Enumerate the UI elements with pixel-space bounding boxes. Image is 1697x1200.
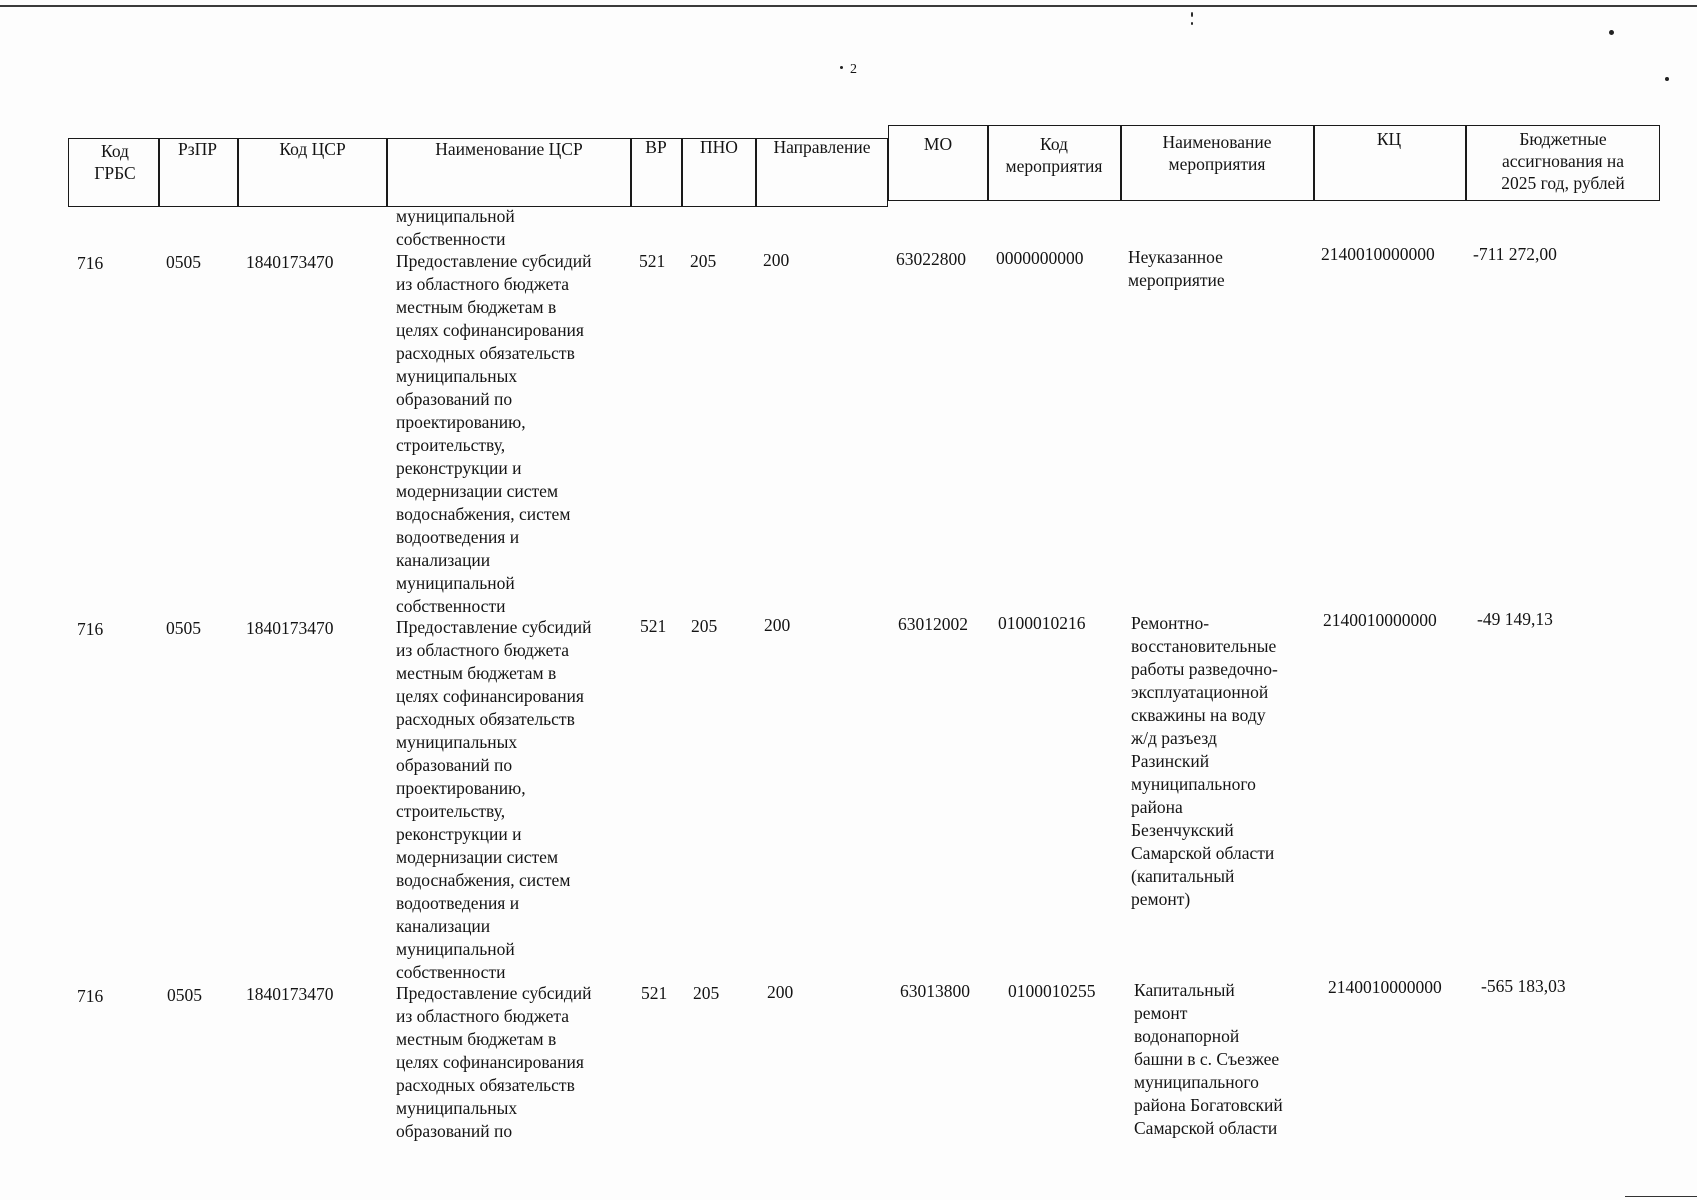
header-naimenovanie-csr: Наименование ЦСР: [435, 139, 583, 159]
cell-event-code: 0100010255: [1008, 981, 1096, 1001]
cell-amount: -711 272,00: [1473, 244, 1557, 264]
scan-speck: [1665, 77, 1669, 81]
cell-grbs: 716: [77, 619, 104, 639]
cell-csr-name: Предоставление субсидий из областного бюджета местным бюджетам в целях софинансирования расходных обязательств муниципальных образований по проектированию, строительству, реконструкции и модернизации систем водоснабжения, систем водоотведения и канализации муниципальной собственности: [396, 251, 592, 616]
cell-mo: 63022800: [896, 249, 966, 269]
cell-vr: 521: [641, 983, 668, 1003]
top-border-line: [0, 5, 1697, 7]
cell-mo: 63012002: [898, 614, 968, 634]
scan-speck: [1609, 30, 1614, 35]
cell-event-name: Неуказанное мероприятие: [1128, 247, 1225, 290]
cell-event-name: Ремонтно- восстановительные работы разведочно- эксплуатационной скважины на воду ж/д разъезд Разинский муниципального района Безенчукский Самарской области (капитальный ремонт): [1131, 613, 1278, 909]
header-divider: [386, 138, 388, 207]
scan-speck: [1191, 22, 1193, 25]
cell-rzpr: 0505: [166, 252, 201, 272]
cell-csr-name: Предоставление субсидий из областного бюджета местным бюджетам в целях софинансирования расходных обязательств муниципальных образований по проектированию, строительству, реконструкции и модернизации систем водоснабжения, систем водоотведения и канализации муниципальной собственности: [396, 617, 592, 982]
header-rzpr: РзПР: [177, 139, 218, 159]
cell-kc: 2140010000000: [1321, 244, 1435, 264]
cell-kc: 2140010000000: [1328, 977, 1442, 997]
cell-event-name: Капитальный ремонт водонапорной башни в с. Съезжее муниципального района Богатовский Самарской области: [1134, 980, 1283, 1138]
scan-speck: [1191, 12, 1193, 17]
cell-amount: -49 149,13: [1477, 609, 1553, 629]
cell-event-code: 0100010216: [998, 613, 1086, 633]
cell-pno: 205: [690, 251, 717, 271]
cell-direction: 200: [767, 982, 794, 1002]
cell-pno: 205: [693, 983, 720, 1003]
cell-event-code: 0000000000: [996, 248, 1084, 268]
cell-mo: 63013800: [900, 981, 970, 1001]
cell-csr-code: 1840173470: [246, 984, 334, 1004]
cell-direction: 200: [763, 250, 790, 270]
header-pno: ПНО: [700, 137, 738, 157]
cell-vr: 521: [639, 251, 666, 271]
header-kod-csr: Код ЦСР: [279, 139, 346, 159]
csr-name-continuation: муниципальной собственности: [396, 206, 515, 249]
cell-pno: 205: [691, 616, 718, 636]
header-kod-grbs: Код ГРБС: [94, 141, 136, 183]
header-mo: МО: [923, 134, 953, 154]
header-kc: КЦ: [1376, 129, 1402, 149]
cell-csr-code: 1840173470: [246, 252, 334, 272]
cell-direction: 200: [764, 615, 791, 635]
header-divider: [237, 138, 239, 207]
cell-rzpr: 0505: [167, 985, 202, 1005]
cell-csr-code: 1840173470: [246, 618, 334, 638]
bottom-edge-line: [1625, 1196, 1697, 1197]
header-vr: ВР: [645, 137, 667, 157]
cell-amount: -565 183,03: [1481, 976, 1566, 996]
cell-grbs: 716: [77, 253, 104, 273]
header-kod-meropriyatiya: Код мероприятия: [1005, 134, 1103, 176]
cell-rzpr: 0505: [166, 618, 201, 638]
scan-speck: [840, 66, 843, 69]
header-napravlenie: Направление: [773, 137, 871, 157]
cell-vr: 521: [640, 616, 667, 636]
header-byudzhetnye-assignovaniya: Бюджетные ассигнования на 2025 год, рублей: [1501, 129, 1625, 193]
page-number: 2: [850, 62, 857, 77]
cell-csr-name: Предоставление субсидий из областного бюджета местным бюджетам в целях софинансирования расходных обязательств муниципальных образований по: [396, 983, 592, 1141]
cell-kc: 2140010000000: [1323, 610, 1437, 630]
cell-grbs: 716: [77, 986, 104, 1006]
header-naimenovanie-meropriyatiya: Наименование мероприятия: [1162, 132, 1272, 174]
